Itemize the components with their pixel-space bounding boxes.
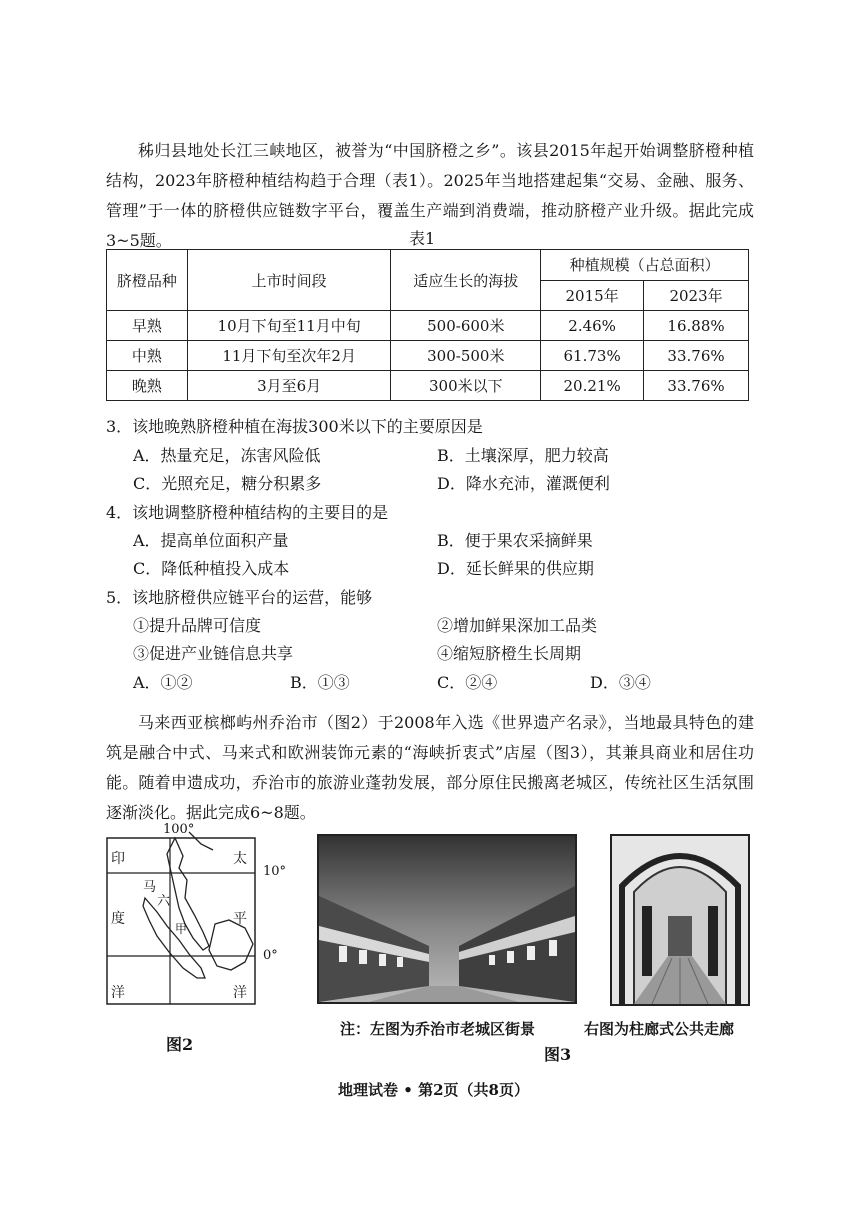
cell-period: 11月下旬至次年2月: [187, 341, 391, 371]
map-label-lon: 100°: [163, 822, 195, 837]
cell-period: 3月至6月: [187, 371, 391, 401]
question-4-stem: 4．该地调整脐橙种植结构的主要目的是: [106, 503, 389, 522]
header-2023: 2023年: [644, 280, 749, 311]
cell-variety: 早熟: [107, 311, 188, 341]
table-caption: 表1: [409, 229, 436, 248]
map-label-liu: 六: [157, 894, 171, 909]
q5-option-d[interactable]: D．③④: [590, 673, 651, 692]
map-label-jia: 甲: [175, 922, 188, 936]
corridor-scene-svg: [612, 836, 748, 1004]
q3-option-d[interactable]: D．降水充沛，灌溉便利: [437, 474, 610, 493]
cell-2015: 2.46%: [541, 311, 644, 341]
q5-option-b[interactable]: B．①③: [290, 673, 350, 692]
figure-3-street-photo: [317, 834, 577, 1004]
map-label-yang-left: 洋: [111, 985, 125, 1001]
question-5-stem: 5．该地脐橙供应链平台的运营，能够: [106, 588, 373, 607]
figure-3-note-left: 注：左图为乔治市老城区街景: [340, 1020, 536, 1038]
intro-paragraph-2: 马来西亚槟榔屿州乔治市（图2）于2008年入选《世界遗产名录》，当地最具特色的建筑是融合中式、马来式和欧洲装饰元素的“海峡折衷式”店屋（图3），其兼具商业和居住功能。随着申遗成功，乔治市的旅游业蓬勃发展，部分原住民搬离老城区，传统社区生活氛围逐渐淡化。据此完成6~8题。: [106, 713, 754, 822]
cell-2015: 20.21%: [541, 371, 644, 401]
cell-period: 10月下旬至11月中旬: [187, 311, 391, 341]
map-label-yin: 印: [111, 851, 125, 867]
q4-option-b[interactable]: B．便于果农采摘鲜果: [437, 531, 593, 550]
q4-option-a[interactable]: A．提高单位面积产量: [133, 531, 289, 550]
cell-variety: 晚熟: [107, 371, 188, 401]
cell-altitude: 300-500米: [391, 341, 541, 371]
header-2015: 2015年: [541, 280, 644, 311]
cell-2023: 16.88%: [644, 311, 749, 341]
street-scene-svg: [319, 836, 575, 1002]
header-scale: 种植规模（占总面积）: [541, 250, 749, 281]
header-altitude: 适应生长的海拔: [391, 250, 541, 311]
cell-altitude: 500-600米: [391, 311, 541, 341]
q5-statement-2: ②增加鲜果深加工品类: [437, 616, 598, 635]
q5-statement-1: ①提升品牌可信度: [133, 616, 262, 635]
map-label-du: 度: [111, 911, 125, 927]
map-label-ma: 马: [143, 880, 157, 895]
q4-option-d[interactable]: D．延长鲜果的供应期: [437, 559, 594, 578]
q5-statement-3: ③促进产业链信息共享: [133, 644, 294, 663]
figure-2-caption: 图2: [166, 1035, 194, 1054]
figure-3-note-right: 右图为柱廊式公共走廊: [584, 1020, 735, 1038]
q3-option-b[interactable]: B．土壤深厚，肥力较高: [437, 446, 609, 465]
map-label-yang-right: 洋: [233, 985, 247, 1001]
page-footer: 地理试卷 • 第2页（共8页）: [338, 1081, 529, 1099]
cell-2023: 33.76%: [644, 371, 749, 401]
q5-statement-4: ④缩短脐橙生长周期: [437, 644, 582, 663]
cell-2015: 61.73%: [541, 341, 644, 371]
figure-3-corridor-photo: [610, 834, 750, 1006]
header-variety: 脐橙品种: [107, 250, 188, 311]
figure-3-caption: 图3: [544, 1045, 572, 1064]
map-label-lat0: 0°: [263, 948, 278, 963]
q5-option-c[interactable]: C．②④: [437, 673, 498, 692]
table-row: [107, 371, 749, 401]
cell-variety: 中熟: [107, 341, 188, 371]
header-period: 上市时间段: [187, 250, 391, 311]
table-header-row: [107, 250, 749, 281]
map-label-lat10: 10°: [263, 864, 287, 879]
q4-option-c[interactable]: C．降低种植投入成本: [133, 559, 290, 578]
table-row: [107, 311, 749, 341]
map-label-ping: 平: [233, 911, 247, 927]
map-label-tai: 太: [233, 851, 247, 867]
intro-paragraph-1: 秭归县地处长江三峡地区，被誉为“中国脐橙之乡”。该县2015年起开始调整脐橙种植结构，2023年脐橙种植结构趋于合理（表1）。2025年当地搭建起集“交易、金融、服务、管理”于一体的脐橙供应链数字平台，覆盖生产端到消费端，推动脐橙产业升级。据此完成3~5题。: [106, 141, 754, 250]
cell-altitude: 300米以下: [391, 371, 541, 401]
figure-2-map: [105, 822, 305, 1054]
q3-option-c[interactable]: C．光照充足，糖分积累多: [133, 474, 322, 493]
table-row: [107, 341, 749, 371]
q3-option-a[interactable]: A．热量充足，冻害风险低: [133, 446, 321, 465]
q5-option-a[interactable]: A．①②: [133, 673, 193, 692]
cell-2023: 33.76%: [644, 341, 749, 371]
question-3-stem: 3．该地晚熟脐橙种植在海拔300米以下的主要原因是: [106, 417, 483, 436]
map-svg: [105, 828, 305, 1028]
table-1: [106, 249, 749, 401]
